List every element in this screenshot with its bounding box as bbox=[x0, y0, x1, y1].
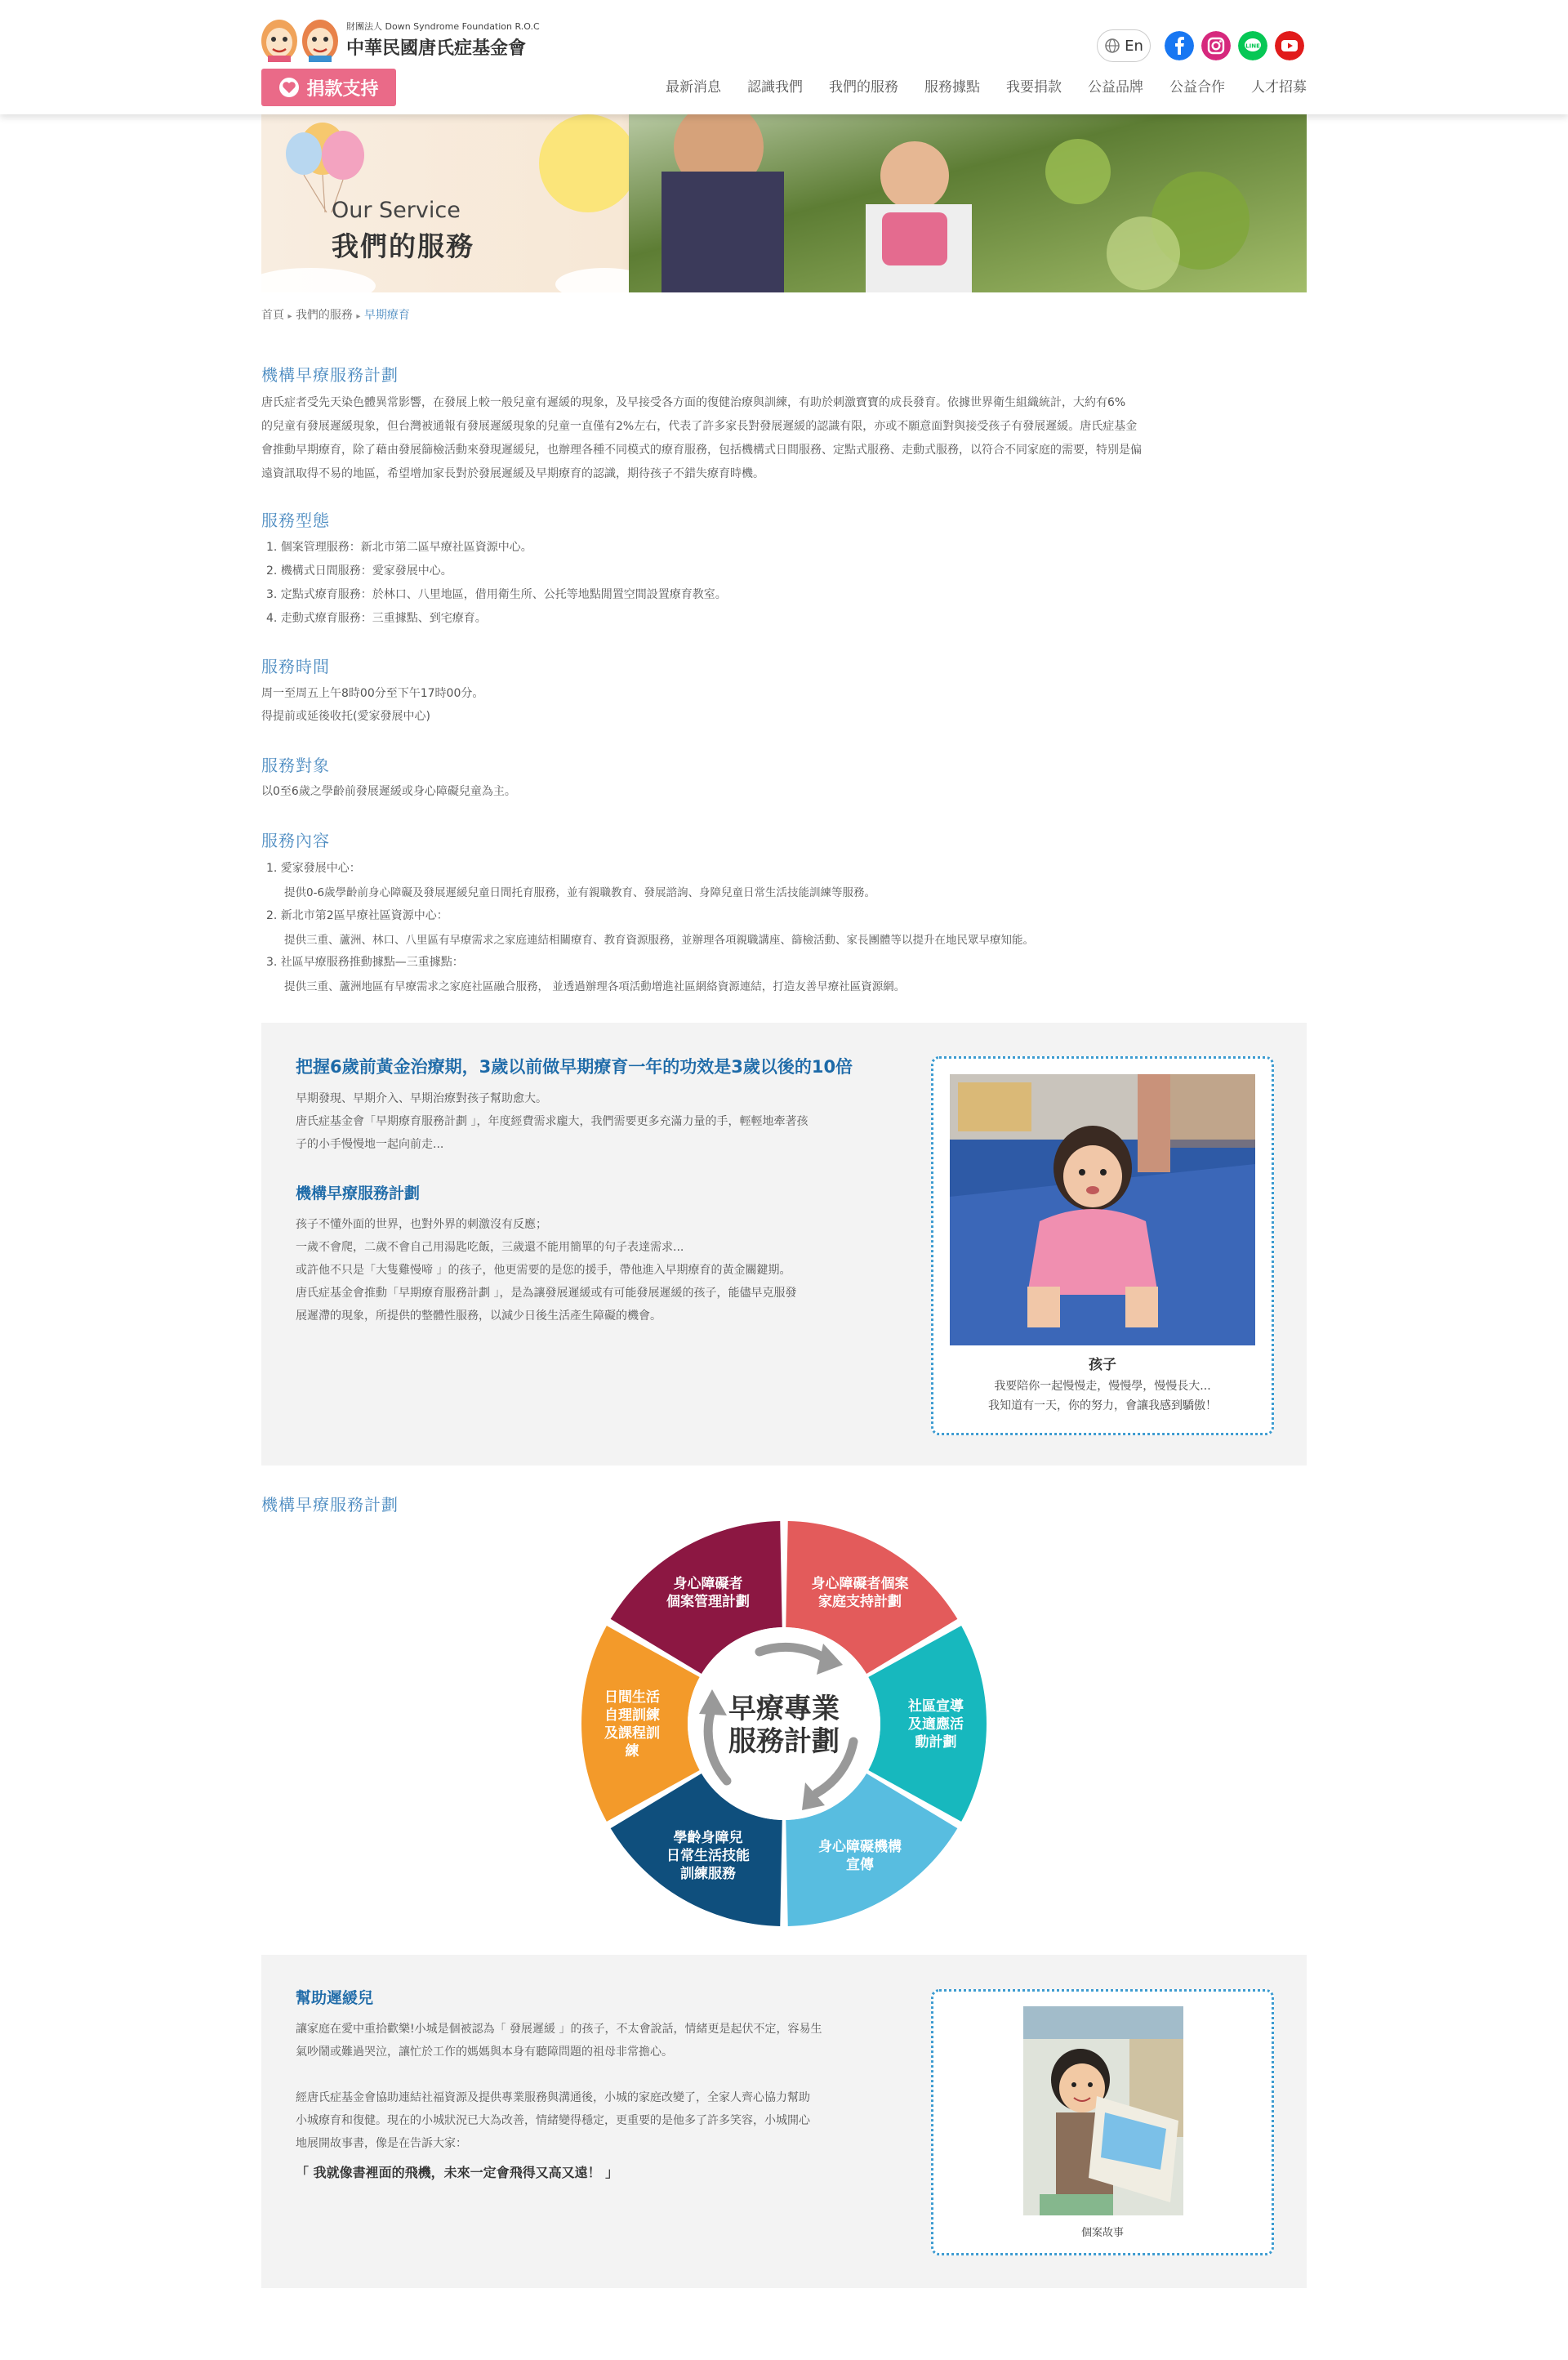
intro-paragraph bbox=[261, 391, 1307, 486]
highlight-text: 唐氏症基金會「早期療育服務計劃 」，年度經費需求龐大，我們需要更多充滿力量的手，輕輕地牽著孩 bbox=[296, 1115, 808, 1128]
story-box bbox=[261, 1955, 1307, 2288]
breadcrumb-separator: ▸ bbox=[287, 312, 292, 321]
highlight-text: 或許他不只是「大隻雞慢啼 」的孩子，他更需要的是您的援手，帶他進入早期療育的黃金關鍵期。 bbox=[296, 1264, 791, 1277]
content-item-desc: 提供0-6歲學齡前身心障礙及發展遲緩兒童日間托育服務，並有親職教育、發展諮詢、身障兒童日常生活技能訓練等服務。 bbox=[284, 886, 876, 899]
org-name: 中華民國唐氏症基金會 bbox=[346, 38, 527, 59]
banner-title-zh: 我們的服務 bbox=[332, 230, 474, 262]
highlight-text: 唐氏症基金會推動「早期療育服務計劃 」，是為讓發展遲緩或有可能發展遲緩的孩子，能儘早克服發 bbox=[296, 1287, 797, 1300]
list-item: 1. 個案管理服務：新北市第二區早療社區資源中心。 bbox=[266, 541, 532, 554]
story-text: 氣吵鬧或難過哭泣，讓忙於工作的媽媽與本身有聽障問題的祖母非常擔心。 bbox=[296, 2045, 673, 2059]
nav-item-about[interactable]: 認識我們 bbox=[747, 79, 803, 96]
list-item: 2. 機構式日間服務：愛家發展中心。 bbox=[266, 564, 452, 578]
line-icon[interactable] bbox=[1238, 31, 1267, 60]
wheel-segment-label: 社區宣導 bbox=[908, 1698, 964, 1715]
story-photo bbox=[1023, 2006, 1183, 2215]
mascot-logo-icon bbox=[260, 15, 299, 64]
wheel-segment-label: 練 bbox=[625, 1743, 639, 1760]
banner-title-en: Our Service bbox=[332, 198, 461, 223]
mascot-logo-icon bbox=[301, 15, 340, 64]
photo-caption-line: 我要陪你一起慢慢走，慢慢學，慢慢長大... bbox=[994, 1380, 1211, 1393]
donate-label: 捐款支持 bbox=[306, 78, 379, 100]
nav-item-services[interactable]: 我們的服務 bbox=[829, 79, 898, 96]
content-item-title: 1. 愛家發展中心： bbox=[266, 862, 361, 875]
list-item: 3. 定點式療育服務：於林口、八里地區，借用衛生所、公托等地點閒置空間設置療育教室。 bbox=[266, 588, 727, 601]
youtube-icon[interactable] bbox=[1275, 31, 1304, 60]
child-photo bbox=[950, 1074, 1255, 1345]
wheel-segment-label: 動計劃 bbox=[915, 1734, 957, 1751]
nav-item-news[interactable]: 最新消息 bbox=[666, 79, 721, 96]
donate-heart-icon bbox=[278, 77, 300, 98]
section-title-service-target: 服務對象 bbox=[261, 756, 330, 775]
intro-line: 會推動早期療育，除了藉由發展篩檢活動來發現遲緩兒，也辦理各種不同模式的療育服務，包括機構式日間服務、定點式服務、走動式服務，以符合不同家庭的需要，特別是偏 bbox=[261, 444, 1142, 457]
story-text: 讓家庭在愛中重拾歡樂!小城是個被認為「 發展遲緩 」的孩子，不太會說話，情緒更是起伏不定，容易生 bbox=[296, 2023, 822, 2036]
list-item: 4. 走動式療育服務：三重據點、到宅療育。 bbox=[266, 612, 487, 625]
content-item-desc: 提供三重、蘆洲地區有早療需求之家庭社區融合服務， 並透過辦理各項活動增進社區網絡資源連結，打造友善早療社區資源網。 bbox=[284, 980, 906, 993]
section-title-service-time: 服務時間 bbox=[261, 657, 330, 676]
content-item-title: 3. 社區早療服務推動據點—三重據點： bbox=[266, 956, 464, 969]
section-title-service-type: 服務型態 bbox=[261, 511, 330, 530]
service-time-line: 得提前或延後收托(愛家發展中心) bbox=[261, 710, 430, 723]
intro-line: 遠資訊取得不易的地區，希望增加家長對於發展遲緩及早期療育的認識，期待孩子不錯失療育時機。 bbox=[261, 467, 764, 480]
breadcrumb bbox=[261, 306, 410, 323]
content-item-title: 2. 新北市第2區早療社區資源中心： bbox=[266, 909, 448, 922]
story-text: 地展開故事書，像是在告訴大家： bbox=[296, 2137, 467, 2150]
breadcrumb-current: 早期療育 bbox=[363, 309, 410, 322]
intro-line: 唐氏症者受先天染色體異常影響，在發展上較一般兒童有遲緩的現象，及早接受各方面的復健治療與訓練，有助於刺激寶寶的成長發育。依據世界衛生組織統計，大約有6% bbox=[261, 396, 1126, 409]
language-switch[interactable] bbox=[1097, 29, 1151, 62]
service-target-text: 以0至6歲之學齡前發展遲緩或身心障礙兒童為主。 bbox=[261, 785, 516, 798]
highlight-text: 子的小手慢慢地一起向前走... bbox=[296, 1138, 444, 1151]
highlight-text: 早期發現、早期介入、早期治療對孩子幫助愈大。 bbox=[296, 1092, 547, 1105]
highlight-heading: 把握6歲前黃金治療期，3歲以前做早期療育一年的功效是3歲以後的10倍 bbox=[296, 1057, 853, 1077]
wheel-segment-label: 自理訓練 bbox=[604, 1707, 660, 1724]
story-photo-card bbox=[931, 1989, 1274, 2255]
wheel-segment-label: 學齡身障兒 bbox=[673, 1830, 743, 1847]
story-quote: 「 我就像書裡面的飛機，未來一定會飛得又高又遠！ 」 bbox=[296, 2165, 619, 2180]
highlight-text: 一歲不會爬，二歲不會自己用湯匙吃飯，三歲還不能用簡單的句子表達需求... bbox=[296, 1241, 684, 1254]
section-title-wheel: 機構早療服務計劃 bbox=[261, 1495, 399, 1515]
story-heading: 幫助遲緩兒 bbox=[296, 1989, 374, 2007]
nav-item-brand[interactable]: 公益品牌 bbox=[1088, 79, 1143, 96]
site-logo[interactable] bbox=[260, 15, 540, 64]
highlight-text: 孩子不懂外面的世界，也對外界的刺激沒有反應； bbox=[296, 1218, 547, 1231]
language-label: En bbox=[1125, 37, 1143, 55]
breadcrumb-services[interactable]: 我們的服務 bbox=[295, 309, 353, 322]
site-header bbox=[0, 0, 1568, 114]
service-time-line: 周一至周五上午8時00分至下午17時00分。 bbox=[261, 687, 484, 700]
org-subtitle: 財團法人 Down Syndrome Foundation R.O.C bbox=[346, 21, 540, 32]
story-text: 經唐氏症基金會協助連結社福資源及提供專業服務與溝通後，小城的家庭改變了，全家人齊心協力幫助 bbox=[296, 2091, 810, 2104]
breadcrumb-separator: ▸ bbox=[356, 312, 361, 321]
story-text: 小城療育和復健。現在的小城狀況已大為改善，情緒變得穩定，更重要的是他多了許多笑容，小城開心 bbox=[296, 2114, 810, 2127]
child-photo-card bbox=[931, 1056, 1274, 1435]
highlight-box bbox=[261, 1023, 1307, 1466]
wheel-segment-label: 身心障礙者 bbox=[673, 1575, 743, 1592]
wheel-segment-label: 身心障礙機構 bbox=[818, 1839, 902, 1856]
wheel-center-line: 早療專業 bbox=[728, 1693, 840, 1725]
donate-button[interactable] bbox=[261, 69, 396, 106]
photo-caption-title: 孩子 bbox=[1089, 1357, 1116, 1373]
nav-item-donate[interactable]: 我要捐款 bbox=[1006, 79, 1062, 96]
facebook-icon[interactable] bbox=[1165, 31, 1194, 60]
wheel-segment-label: 訓練服務 bbox=[680, 1866, 736, 1883]
nav-item-locations[interactable]: 服務據點 bbox=[924, 79, 980, 96]
section-title-program: 機構早療服務計劃 bbox=[261, 365, 399, 385]
wheel-segment-label: 及課程訓 bbox=[604, 1725, 660, 1742]
wheel-segment-label: 及適應活 bbox=[908, 1716, 964, 1733]
main-nav bbox=[666, 75, 1307, 96]
wheel-segment-label: 身心障礙者個案 bbox=[811, 1575, 909, 1592]
globe-icon bbox=[1104, 38, 1120, 54]
svg-text:LINE: LINE bbox=[1245, 42, 1260, 50]
wheel-segment-label: 日間生活 bbox=[604, 1689, 660, 1706]
wheel-segment-label: 家庭支持計劃 bbox=[818, 1593, 902, 1610]
highlight-subheading: 機構早療服務計劃 bbox=[296, 1184, 421, 1202]
wheel-center-line: 服務計劃 bbox=[728, 1725, 840, 1758]
intro-line: 的兒童有發展遲緩現象，但台灣被通報有發展遲緩現象的兒童一直僅有2%左右，代表了許多家長對發展遲緩的認識有限，亦或不願意面對與接受孩子有發展遲緩。唐氏症基金 bbox=[261, 420, 1138, 433]
content-item-desc: 提供三重、蘆洲、林口、八里區有早療需求之家庭連結相關療育、教育資源服務，並辦理各項親職講座、篩檢活動、家長團體等以提升在地民眾早療知能。 bbox=[284, 934, 1034, 947]
nav-item-careers[interactable]: 人才招募 bbox=[1251, 79, 1307, 96]
photo-caption-line: 我知道有一天，你的努力，會讓我感到驕傲！ bbox=[988, 1399, 1217, 1412]
breadcrumb-home[interactable]: 首頁 bbox=[261, 309, 284, 322]
highlight-text: 展遲滯的現象，所提供的整體性服務，以減少日後生活產生障礙的機會。 bbox=[296, 1309, 662, 1323]
wheel-segment-label: 日常生活技能 bbox=[666, 1848, 750, 1865]
wheel-segment-label: 宣傳 bbox=[846, 1857, 874, 1874]
section-title-service-content: 服務內容 bbox=[261, 831, 330, 850]
story-photo-caption: 個案故事 bbox=[1080, 2227, 1124, 2239]
nav-item-partnership[interactable]: 公益合作 bbox=[1169, 79, 1225, 96]
page-banner bbox=[261, 114, 1307, 292]
wheel-segment-label: 個案管理計劃 bbox=[666, 1593, 750, 1610]
service-wheel-diagram bbox=[580, 1519, 988, 1928]
instagram-icon[interactable] bbox=[1201, 31, 1231, 60]
